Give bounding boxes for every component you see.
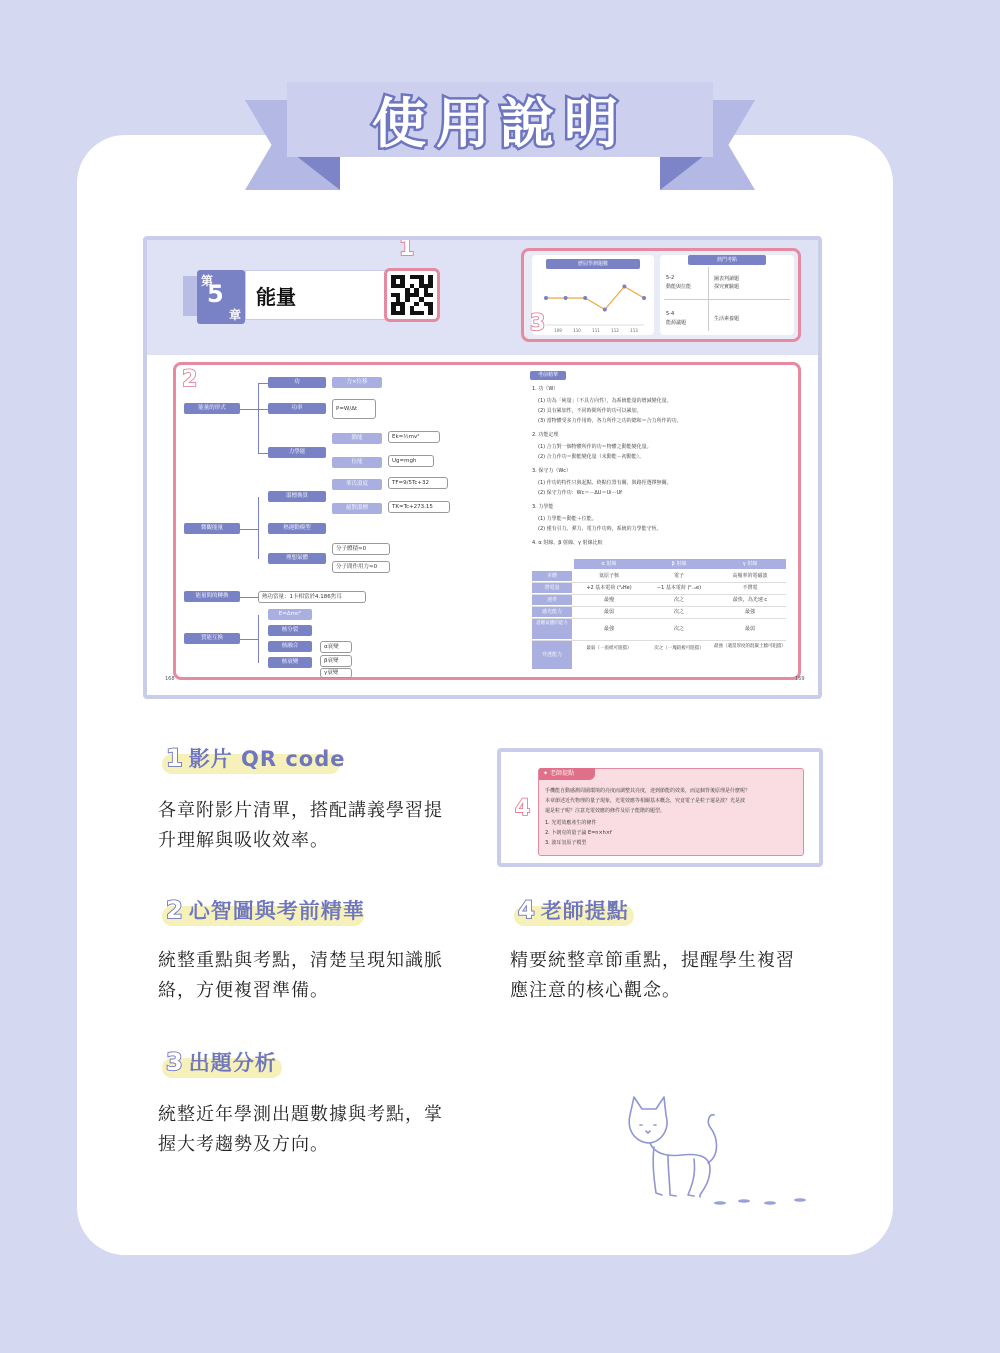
- mm-link: [258, 615, 259, 663]
- title-ribbon: [287, 82, 713, 157]
- section-number: 3: [166, 1048, 183, 1076]
- mm-power-def: P=W/Δt: [332, 399, 376, 419]
- table-cell: 最強: [744, 609, 755, 615]
- table-cell: 最弱: [744, 626, 755, 632]
- body-line: 升理解與吸收效率。: [158, 830, 329, 851]
- section-1-heading: [166, 742, 346, 774]
- mm-node-ideal-gas: 理想氣體: [268, 553, 326, 564]
- table-cell: 最弱（一張紙可阻擋）: [586, 646, 632, 651]
- section-title: 影片 QR code: [188, 747, 346, 771]
- chapter-preview: [143, 236, 822, 699]
- note-line: 2. 功能定理: [532, 432, 559, 438]
- qr-code-frame: [384, 268, 440, 322]
- note-line: (2) 保守力作功：Wc＝－ΔU＝Ui－Uf: [538, 490, 622, 496]
- page-number-left: 168: [165, 676, 175, 682]
- note-line: (2) 具有累加性，不同時間所作的功可以累加。: [538, 408, 642, 414]
- mindmap-frame: [173, 362, 801, 680]
- table-cell: 高頻率的電磁波: [732, 573, 768, 579]
- tip-line: 還是粒子呢？注意光電效應的條件及原子能階的題型。: [545, 808, 666, 814]
- mm-molecule-volume: 分子體積≈0: [332, 543, 390, 555]
- section-number: 4: [518, 896, 535, 924]
- mm-node-temp: 溫標換算: [268, 491, 326, 502]
- table-header: β 射線: [671, 561, 687, 567]
- cat-illustration: [610, 1085, 830, 1210]
- chart-tick-label: 110: [573, 328, 581, 333]
- mm-link: [258, 409, 268, 410]
- teacher-tip-header: [539, 768, 595, 780]
- tip-line: 1. 光電效應產生的條件: [545, 820, 597, 826]
- topic-section: 5-2: [666, 275, 675, 281]
- section-title: 老師提點: [540, 899, 629, 923]
- row-label: 游離氣體的能力: [532, 619, 572, 639]
- row-label: 速率: [532, 595, 572, 605]
- row-label: 帶電量: [532, 583, 572, 593]
- chart-tick-label: 109: [554, 328, 562, 333]
- mm-potential-def: Ug=mgh: [388, 455, 434, 467]
- teacher-tip-title: 老師提點: [549, 770, 574, 777]
- mm-root: 能量間的轉換: [184, 591, 240, 602]
- mm-kelvin-def: TK=Tc+273.15: [388, 501, 450, 513]
- exam-analysis-frame: [521, 248, 801, 342]
- chart-tick-label: 112: [611, 328, 619, 333]
- section-2-heading: [166, 894, 365, 926]
- chapter-number: 5: [207, 280, 224, 308]
- table-cell: −1 基本電荷 (⁰₋₁e): [656, 585, 702, 591]
- tip-line: 2. 卜朗克的量子論 E=n×h×f: [545, 830, 612, 836]
- mm-node-fusion: 核融合: [268, 641, 312, 652]
- mm-root: 質能互換: [184, 633, 240, 644]
- row-label: 感光能力: [532, 607, 572, 617]
- table-divider-h: [664, 299, 790, 300]
- chart-point: [622, 285, 626, 289]
- page-title: 使用說明: [372, 92, 628, 155]
- mindmap: [182, 371, 522, 677]
- note-line: (1) 力學能＝動能＋位能。: [538, 516, 597, 522]
- mm-link: [258, 383, 259, 453]
- chapter-prefix: 第: [201, 274, 214, 288]
- table-header: α 射線: [601, 561, 617, 567]
- mm-link: [240, 597, 258, 598]
- table-cell: 次之: [673, 609, 684, 615]
- mm-node-kelvin: 絕對溫標: [332, 503, 382, 514]
- body-line: 統整重點與考點，清楚呈現知識脈: [158, 950, 443, 971]
- note-line: 3. 保守力（Wc）: [532, 468, 572, 474]
- mm-node-power: 功率: [268, 403, 326, 414]
- table-header: γ 射線: [742, 561, 758, 567]
- marker-1: 1: [399, 236, 415, 261]
- mm-heat-work: 熱功當量：1卡相當於4.186焦耳: [258, 591, 366, 603]
- mm-node-thermal: 熱運動模型: [268, 523, 326, 534]
- analysis-chart: [532, 255, 654, 335]
- mm-fahrenheit-def: TF=9/5Tc+32: [388, 477, 448, 489]
- table-cell: 次之（一塊鋁板可阻擋）: [654, 646, 704, 651]
- chapter-badge: [197, 270, 245, 324]
- section-4-heading: [518, 894, 629, 926]
- body-line: 應注意的核心觀念。: [510, 980, 681, 1001]
- chart-tick-label: 113: [630, 328, 638, 333]
- body-line: 統整近年學測出題數據與考點，掌: [158, 1104, 443, 1125]
- tip-line: 本章節述近代物理的量子現象，光電效應等相關基本概念，究竟電子是粒子還是波？光是波: [545, 798, 746, 804]
- mm-link: [240, 409, 258, 410]
- table-cell: 次之: [673, 597, 684, 603]
- note-line: 3. 力學能: [532, 504, 554, 510]
- topic-section-name: 動能與位能: [666, 284, 692, 290]
- notes-header: 考前精華: [530, 371, 566, 380]
- topic-point: 圖表判讀題: [714, 276, 740, 282]
- note-line: (2) 僅有引力、彈力、電力作功時，系統的力學能守恆。: [538, 526, 662, 532]
- mm-node-work-def: 力×位移: [332, 377, 382, 388]
- marker-2: 2: [182, 367, 198, 392]
- mm-node-decay: 核衰變: [268, 657, 312, 668]
- teacher-tip-preview: [497, 748, 823, 867]
- body-line: 各章附影片清單，搭配講義學習提: [158, 800, 443, 821]
- teacher-tip-box: [538, 768, 804, 856]
- tip-line: 3. 波耳氫原子模型: [545, 840, 587, 846]
- topic-section-name: 能源議題: [666, 320, 687, 326]
- section-1-body: [158, 796, 443, 856]
- table-cell: 最弱: [603, 609, 614, 615]
- section-3-heading: [166, 1046, 277, 1078]
- analysis-chart-title: 歷屆學測題數: [546, 259, 640, 269]
- mm-node-mech: 力學能: [268, 447, 326, 458]
- section-number: 1: [166, 744, 183, 772]
- mm-molecule-force: 分子間作用力≈0: [332, 561, 390, 573]
- table-cell: 次之: [673, 626, 684, 632]
- hot-topics-table: [660, 255, 794, 335]
- chart-point: [583, 296, 587, 300]
- note-line: (3) 當物體受多力作用時，各力所作之功的總和＝合力所作的功。: [538, 418, 682, 424]
- ray-comparison-table: [532, 559, 786, 671]
- mm-link: [258, 453, 268, 454]
- section-number: 2: [166, 896, 183, 924]
- mm-node-fission: 核分裂: [268, 625, 312, 636]
- mm-link: [240, 529, 258, 530]
- body-line: 絡，方便複習準備。: [158, 980, 329, 1001]
- note-line: (1) 作功的特性只與起點、終點位置有關，與路徑選擇無關。: [538, 480, 672, 486]
- mm-link: [258, 497, 259, 559]
- topic-point: 探究實驗題: [714, 284, 740, 290]
- table-cell: 最強（適當厚度的混凝土牆可阻擋）: [714, 644, 786, 649]
- qr-code-icon: [391, 275, 433, 315]
- chapter-title: 能量: [256, 285, 296, 309]
- table-cell: 電子: [673, 573, 684, 579]
- table-cell: +2 基本電荷 (⁴₂He): [586, 585, 632, 591]
- note-line: (1) 合力對一個物體所作的功＝物體之動能變化量。: [538, 444, 652, 450]
- mm-link: [240, 639, 258, 640]
- mini-line-chart: [532, 255, 654, 335]
- mm-beta: β衰變: [320, 655, 352, 667]
- table-cell: 不帶電: [742, 585, 758, 591]
- table-cell: 最慢: [603, 597, 614, 603]
- chart-point: [564, 296, 568, 300]
- section-3-body: [158, 1100, 443, 1160]
- chart-point: [544, 296, 548, 300]
- chart-point: [603, 308, 607, 312]
- chapter-stub: [183, 276, 197, 316]
- row-label: 本體: [532, 571, 572, 581]
- mm-node-potential: 位能: [332, 457, 382, 468]
- mm-link: [258, 383, 268, 384]
- note-line: 1. 功（W）: [532, 386, 559, 392]
- topic-section: 5-4: [666, 311, 675, 317]
- mm-node-fahrenheit: 華氏溫度: [332, 479, 382, 490]
- topic-point: 生活素養題: [714, 316, 740, 322]
- chart-tick-label: 111: [592, 328, 600, 333]
- mm-node-kinetic: 動能: [332, 433, 382, 444]
- section-title: 心智圖與考前精華: [188, 899, 365, 923]
- lightbulb-icon: ✦: [543, 770, 549, 777]
- body-line: 精要統整章節重點，提醒學生複習: [510, 950, 795, 971]
- table-cell: 最快，為光速 c: [732, 597, 768, 603]
- mm-node-work: 功: [268, 377, 326, 388]
- section-title: 出題分析: [188, 1051, 277, 1075]
- row-label: 穿透能力: [532, 641, 572, 669]
- chapter-suffix: 章: [229, 308, 242, 322]
- note-line: (2) 合力作功＝動能變化量（末動能－初動能）。: [538, 454, 645, 460]
- mm-root: 能量的形式: [184, 403, 240, 414]
- note-line: (1) 功為「純量」（不具方向性），為系統能量的增減變化量。: [538, 398, 672, 404]
- qr-module: [428, 311, 433, 315]
- mm-root: 微觀能量: [184, 523, 240, 534]
- mm-node-emc: E=Δmc²: [268, 609, 312, 620]
- table-cell: 氦原子核: [598, 573, 619, 579]
- marker-4: 4: [515, 796, 531, 821]
- exam-notes: [530, 369, 794, 675]
- page-number-right: 169: [795, 676, 805, 682]
- mm-gamma: γ衰變: [320, 668, 352, 678]
- chart-series-line: [546, 287, 644, 310]
- body-line: 握大考趨勢及方向。: [158, 1134, 329, 1155]
- section-2-body: [158, 946, 443, 1006]
- hot-topics-title: 熱門考點: [688, 255, 766, 265]
- note-line: 4. α 射線、β 射線、γ 射線比較: [532, 540, 603, 546]
- chart-point: [642, 296, 646, 300]
- table-cell: 最強: [603, 626, 614, 632]
- mm-kinetic-def: Ek=½mv²: [388, 431, 440, 443]
- section-4-body: [510, 946, 795, 1006]
- tip-line: 手機能自動感測周圍環境的亮度而調整其亮度，達到節能的效果，而這個背後原理是什麼呢？: [545, 788, 751, 794]
- marker-3: 3: [530, 311, 546, 336]
- mm-alpha: α衰變: [320, 641, 352, 653]
